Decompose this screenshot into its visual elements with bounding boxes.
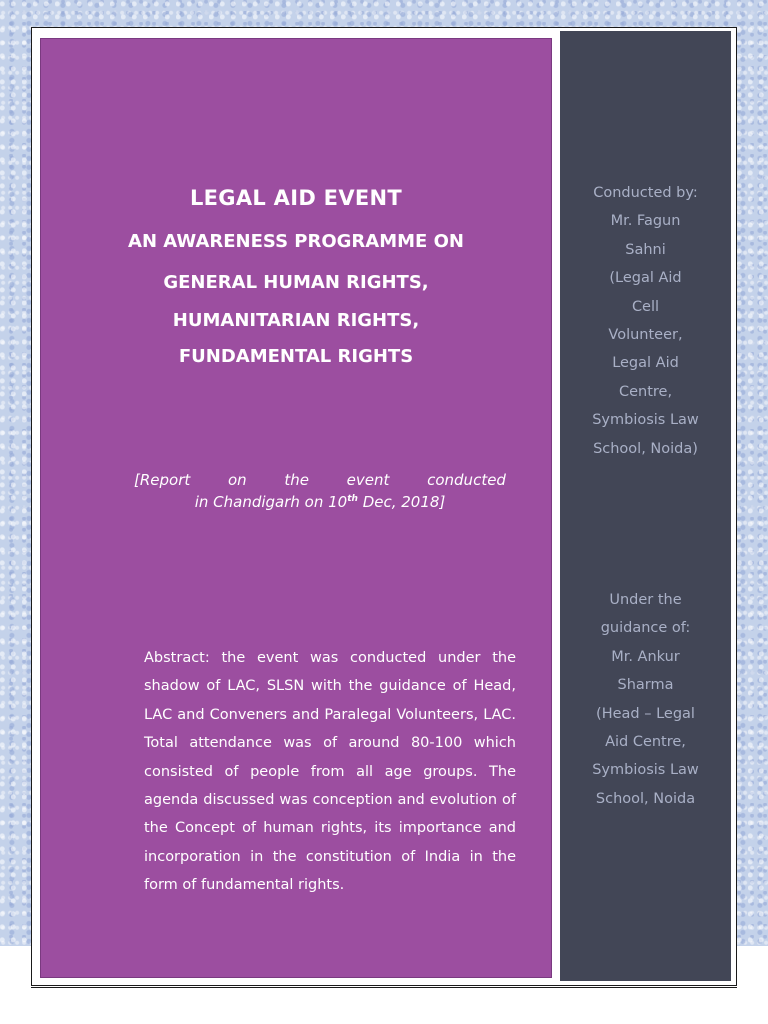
report-note-line-1 [134,471,506,490]
guidance-line: Aid Centre, [605,734,686,751]
conducted-by-line: School, Noida) [593,440,698,457]
guidance-heading: guidance of: [600,620,691,637]
conducted-by-line: Symbiosis Law [592,412,699,429]
conducted-by-line: Centre, [618,383,673,400]
guidance-line: (Head – Legal [596,705,695,722]
programme-subtitle: AN AWARENESS PROGRAMME ON [128,231,464,252]
report-word: [Report [134,471,191,489]
conducted-by-line: Sahni [625,241,666,258]
guidance-heading: Under the [609,592,682,608]
conducted-by-line: Volunteer, [608,327,683,344]
report-note [134,471,506,512]
conducted-by-heading: Conducted by: [593,185,698,201]
report-note-line-2 [134,490,506,512]
conducted-by-line: Legal Aid [612,355,679,372]
topic-fundamental-rights: FUNDAMENTAL RIGHTS [178,346,414,367]
guidance-line: Mr. Ankur [611,648,680,665]
guidance-line: Sharma [617,677,674,694]
guidance-line: School, Noida [595,790,696,807]
report-date-text: in Chandigarh on 10 [194,493,348,511]
guidance-block [560,586,731,813]
conducted-by-line: Cell [631,298,660,315]
report-date-rest: Dec, 2018] [357,493,446,511]
bottom-rule [31,987,737,988]
report-word: the [284,471,309,489]
report-word: event [346,471,390,489]
date-ordinal-suffix: th [347,494,358,504]
topic-human-rights: GENERAL HUMAN RIGHTS, [163,272,429,293]
report-word: on [227,471,247,489]
conducted-by-line: (Legal Aid [609,270,682,287]
conducted-by-line: Mr. Fagun [610,213,681,230]
abstract-paragraph: Abstract: the event was conducted under the shadow of LAC, SLSN with the guidance of Head, LAC and Conveners and Paralegal Volunteers, LAC. Total attendance was of around 80-100 which consisted of people from all age groups. The agenda discussed was conception and evolution of the Concept of human rights, its importance and incorporation in the constitution of India in the form of fundamental rights. [144,650,516,894]
guidance-line: Symbiosis Law [592,762,699,779]
event-title: LEGAL AID EVENT [189,186,403,210]
conducted-by-block [560,179,731,463]
report-word: conducted [427,471,506,489]
topic-humanitarian-rights: HUMANITARIAN RIGHTS, [172,310,420,331]
sidebar-panel [560,31,731,981]
